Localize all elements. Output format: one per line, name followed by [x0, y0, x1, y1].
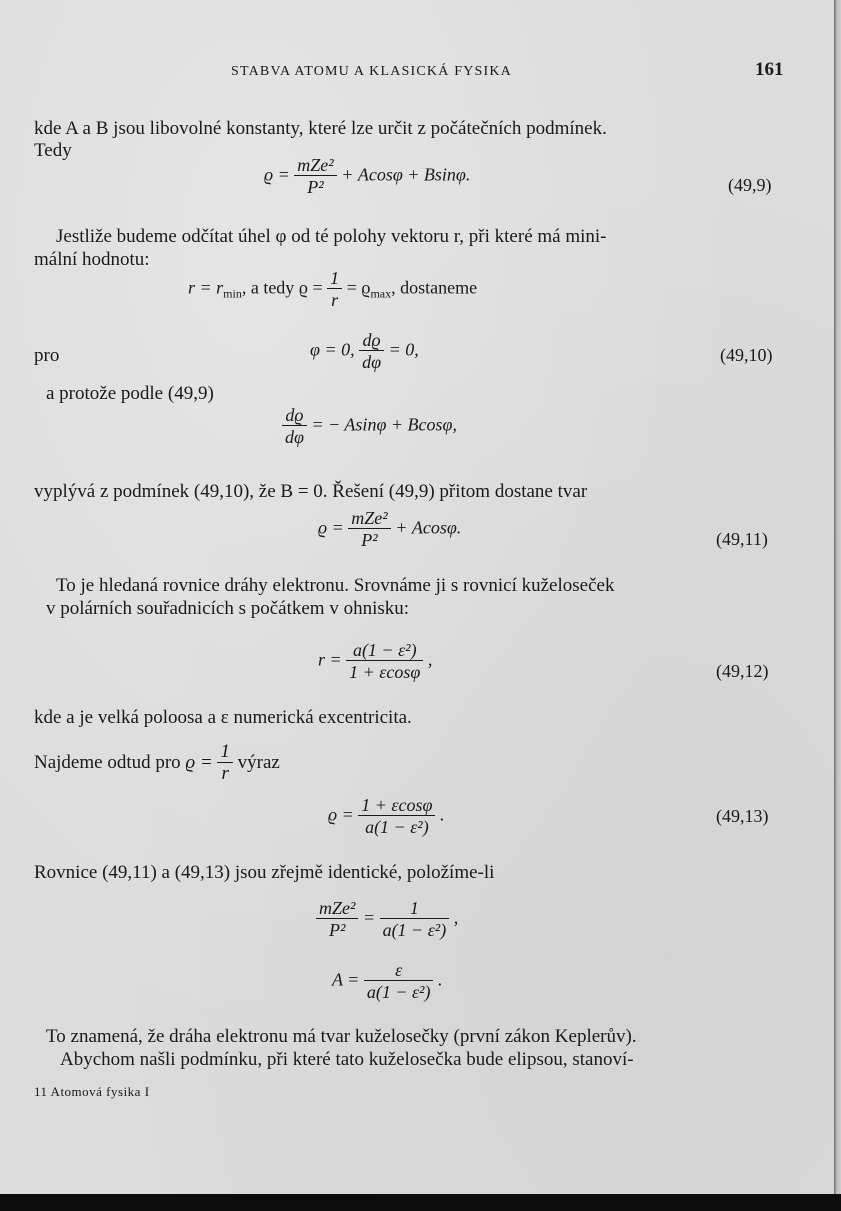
paragraph-line: kde A a B jsou libovolné konstanty, které lze určit z počátečních podmínek. [34, 118, 607, 139]
paragraph-line: Abychom našli podmínku, při které tato kuželosečka bude elipsou, stanoví- [60, 1049, 634, 1070]
eq-part: , a tedy ϱ = [241, 277, 323, 298]
fraction [294, 155, 336, 198]
eq-part: , dostaneme [391, 277, 478, 298]
equation-49-11 [318, 508, 461, 551]
page-edge [834, 0, 841, 1194]
paragraph-line: kde a je velká poloosa a ε numerická excentricita. [34, 707, 412, 728]
fraction [217, 742, 233, 785]
signature-mark: 11 Atomová fysika I [34, 1084, 150, 1099]
fraction [364, 960, 434, 1003]
equation-label: (49,11) [716, 529, 768, 549]
fraction [380, 898, 450, 941]
equation-derivative [282, 405, 457, 448]
subscript: max [370, 286, 392, 301]
equation-49-9 [264, 155, 470, 198]
eq-rest: + Acosφ. [395, 517, 462, 538]
fraction [348, 508, 390, 551]
paragraph-line: pro [34, 345, 60, 366]
frac-numerator: ε [364, 960, 434, 981]
equation-rmin [188, 268, 477, 311]
eq-rest: , [427, 649, 433, 670]
frac-denominator: a(1 − ε²) [382, 920, 447, 940]
equation-49-10 [310, 330, 419, 373]
page-number: 161 [755, 59, 784, 80]
eq-rest: = − Asinφ + Bcosφ, [311, 414, 457, 435]
frac-numerator: 1 + εcosφ [358, 795, 435, 816]
frac-numerator: 1 [327, 268, 342, 289]
paragraph-line: v polárních souřadnicích s počátkem v ohnisku: [46, 598, 410, 619]
fraction [316, 898, 358, 941]
frac-numerator: 1 [380, 898, 450, 919]
eq-lhs: ϱ = [264, 164, 290, 185]
paragraph-line: To je hledaná rovnice dráhy elektronu. Srovnáme ji s rovnicí kuželoseček [56, 575, 615, 596]
frac-denominator: r [221, 763, 229, 784]
paragraph-line [34, 742, 280, 785]
text: Najdeme odtud pro [34, 751, 181, 773]
eq-rest: . [439, 804, 445, 825]
frac-denominator: a(1 − ε²) [366, 982, 431, 1002]
equation-identity-2 [332, 960, 442, 1003]
running-head: STABVA ATOMU A KLASICKÁ FYSIKA [231, 64, 512, 79]
eq-lhs: ϱ = [185, 751, 213, 773]
paragraph-line: Jestliže budeme odčítat úhel φ od té polohy vektoru r, při které má mini- [56, 226, 607, 247]
text: výraz [237, 751, 280, 773]
frac-denominator: P² [307, 177, 324, 197]
frac-denominator: P² [329, 920, 346, 940]
eq-lhs: r = [318, 649, 342, 670]
paragraph-line: Tedy [34, 140, 72, 161]
frac-denominator: dφ [362, 352, 382, 372]
equation-identity-1 [316, 898, 458, 941]
subscript: min [223, 286, 242, 301]
eq-rest: , [453, 907, 459, 928]
frac-denominator: 1 + εcosφ [349, 662, 421, 682]
eq-lhs: A = [332, 969, 360, 990]
frac-denominator: P² [361, 530, 378, 550]
frac-numerator: dϱ [359, 330, 384, 351]
eq-part: = [362, 907, 376, 928]
frac-numerator: a(1 − ε²) [346, 640, 423, 661]
equation-49-13 [328, 795, 444, 838]
fraction [358, 795, 435, 838]
paragraph-line: vyplývá z podmínek (49,10), že B = 0. Řešení (49,9) přitom dostane tvar [34, 481, 588, 502]
fraction [282, 405, 307, 448]
eq-part: φ = 0, [310, 339, 355, 360]
fraction [346, 640, 423, 683]
fraction [359, 330, 384, 373]
equation-49-12 [318, 640, 432, 683]
eq-rest: + Acosφ + Bsinφ. [341, 164, 471, 185]
paragraph-line: a protože podle (49,9) [46, 383, 214, 404]
eq-lhs: ϱ = [318, 517, 344, 538]
equation-label: (49,13) [716, 806, 769, 826]
eq-part: = ϱ [346, 277, 371, 298]
frac-numerator: mZe² [294, 155, 336, 176]
eq-rest: . [437, 969, 443, 990]
frac-denominator: dφ [285, 427, 304, 447]
paragraph-line: To znamená, že dráha elektronu má tvar kuželosečky (první zákon Keplerův). [46, 1026, 637, 1047]
paragraph-line: Rovnice (49,11) a (49,13) jsou zřejmě identické, položíme-li [34, 862, 495, 883]
frac-denominator: r [331, 290, 339, 310]
equation-label: (49,12) [716, 661, 769, 681]
eq-part: r = r [188, 277, 224, 298]
frac-numerator: mZe² [316, 898, 358, 919]
paragraph-line: mální hodnotu: [34, 249, 150, 270]
fraction [327, 268, 342, 311]
eq-part: = 0, [388, 339, 419, 360]
frac-denominator: a(1 − ε²) [365, 817, 429, 837]
frac-numerator: 1 [217, 742, 233, 763]
equation-label: (49,10) [720, 345, 773, 365]
eq-lhs: ϱ = [328, 804, 354, 825]
equation-label: (49,9) [728, 175, 772, 195]
frac-numerator: dϱ [282, 405, 307, 426]
frac-numerator: mZe² [348, 508, 390, 529]
